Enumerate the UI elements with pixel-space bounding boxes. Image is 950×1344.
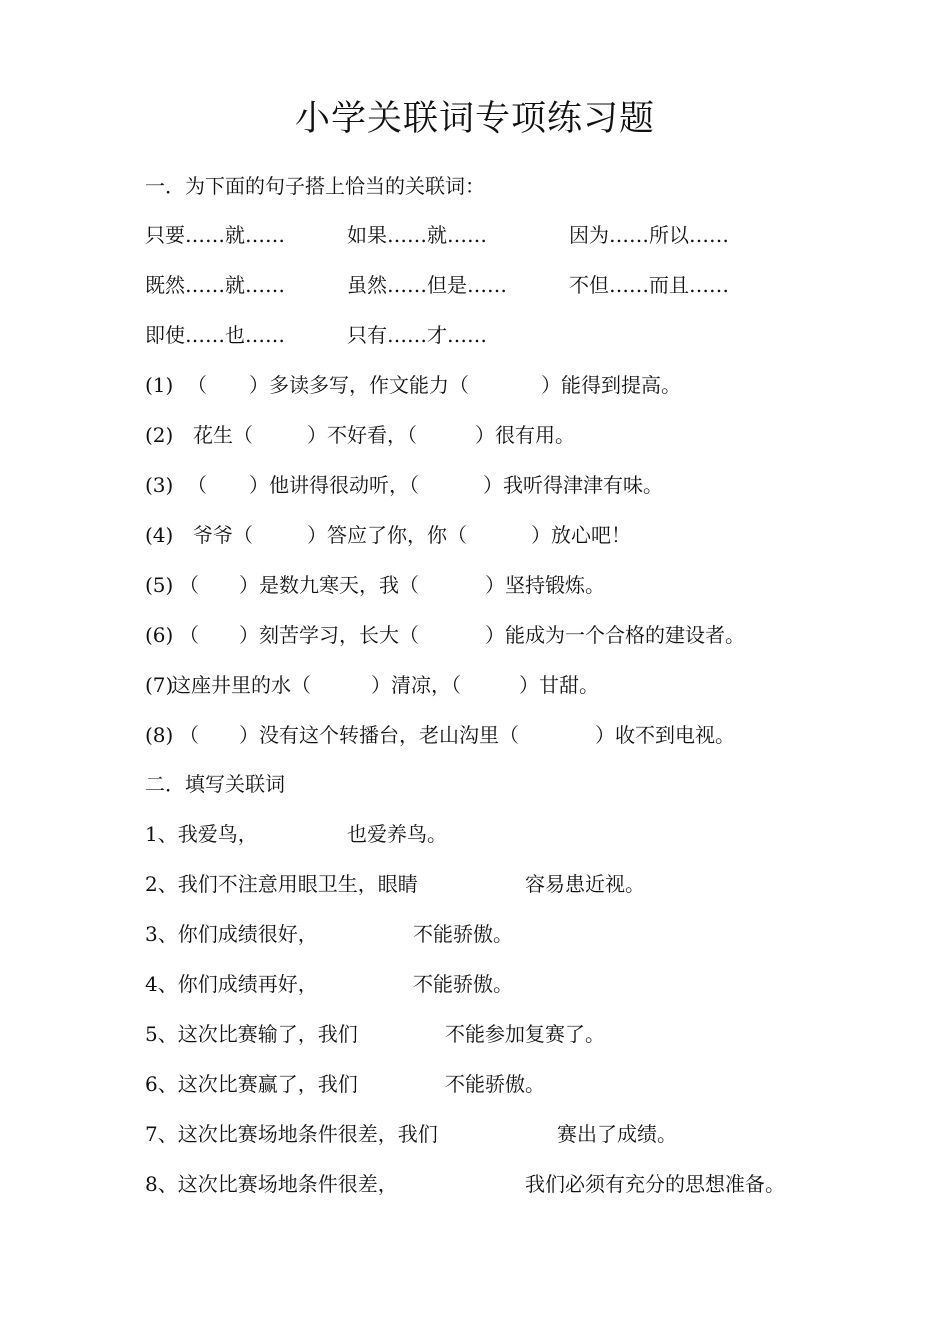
question-number: (6) xyxy=(145,623,174,647)
fill-item-suffix: 我们必须有充分的思想准备。 xyxy=(525,1172,785,1196)
question-part: 花生（ xyxy=(193,423,253,447)
question-part: 爷爷（ xyxy=(193,523,253,547)
fill-item-prefix: 2、我们不注意用眼卫生，眼睛 xyxy=(145,872,418,896)
word-option: 虽然……但是…… xyxy=(347,273,507,297)
question-part: ）答应了你，你（ xyxy=(307,523,467,547)
word-option: 只要……就…… xyxy=(145,223,285,247)
question-part: ）多读多写，作文能力（ xyxy=(249,373,469,397)
fill-item-suffix: 赛出了成绩。 xyxy=(557,1122,677,1146)
question-part: ）能得到提高。 xyxy=(541,373,681,397)
question-part: 这座井里的水（ xyxy=(171,673,311,697)
word-option: 既然……就…… xyxy=(145,273,285,297)
question-number: (1) xyxy=(145,373,174,397)
page-title: 小学关联词专项练习题 xyxy=(294,99,655,139)
section-two-heading: 二．填写关联词 xyxy=(145,772,285,796)
fill-item-suffix: 不能骄傲。 xyxy=(445,1072,545,1096)
fill-item-suffix: 不能参加复赛了。 xyxy=(445,1022,605,1046)
question-number: (4) xyxy=(145,523,174,547)
fill-item-suffix: 不能骄傲。 xyxy=(413,922,513,946)
fill-item-prefix: 5、这次比赛输了，我们 xyxy=(145,1022,358,1046)
fill-item-prefix: 6、这次比赛赢了，我们 xyxy=(145,1072,358,1096)
fill-item-suffix: 容易患近视。 xyxy=(525,872,645,896)
question-number: (5) xyxy=(145,573,174,597)
word-option: 不但……而且…… xyxy=(569,273,729,297)
section-one-heading: 一．为下面的句子搭上恰当的关联词： xyxy=(145,174,485,198)
question-part: ）没有这个转播台，老山沟里（ xyxy=(239,723,519,747)
question-part: ）收不到电视。 xyxy=(595,723,735,747)
fill-item-prefix: 7、这次比赛场地条件很差，我们 xyxy=(145,1122,438,1146)
fill-item-prefix: 3、你们成绩很好， xyxy=(145,922,318,946)
question-part: ）放心吧！ xyxy=(531,523,631,547)
question-number: (3) xyxy=(145,473,174,497)
question-part: ）我听得津津有味。 xyxy=(483,473,663,497)
question-part: ）坚持锻炼。 xyxy=(485,573,605,597)
question-part: ）甘甜。 xyxy=(519,673,599,697)
word-option: 即使……也…… xyxy=(145,323,285,347)
question-number: (2) xyxy=(145,423,174,447)
fill-item-suffix: 也爱养鸟。 xyxy=(347,822,447,846)
word-option: 因为……所以…… xyxy=(569,223,729,247)
question-part: （ xyxy=(179,723,199,747)
question-part: ）是数九寒天，我（ xyxy=(239,573,419,597)
question-part: ）刻苦学习，长大（ xyxy=(239,623,419,647)
question-part: ）很有用。 xyxy=(475,423,575,447)
fill-item-prefix: 8、这次比赛场地条件很差， xyxy=(145,1172,398,1196)
question-part: （ xyxy=(179,573,199,597)
question-part: ）不好看，（ xyxy=(307,423,417,447)
question-number: (7) xyxy=(145,673,174,697)
fill-item-suffix: 不能骄傲。 xyxy=(413,972,513,996)
question-part: ）他讲得很动听，（ xyxy=(249,473,419,497)
question-number: (8) xyxy=(145,723,174,747)
question-part: ）清凉，（ xyxy=(371,673,461,697)
fill-item-prefix: 4、你们成绩再好， xyxy=(145,972,318,996)
question-part: （ xyxy=(187,473,207,497)
question-part: ）能成为一个合格的建设者。 xyxy=(485,623,745,647)
question-part: （ xyxy=(187,373,207,397)
word-option: 如果……就…… xyxy=(347,223,487,247)
question-part: （ xyxy=(179,623,199,647)
fill-item-prefix: 1、我爱鸟， xyxy=(145,822,258,846)
word-option: 只有……才…… xyxy=(347,323,487,347)
